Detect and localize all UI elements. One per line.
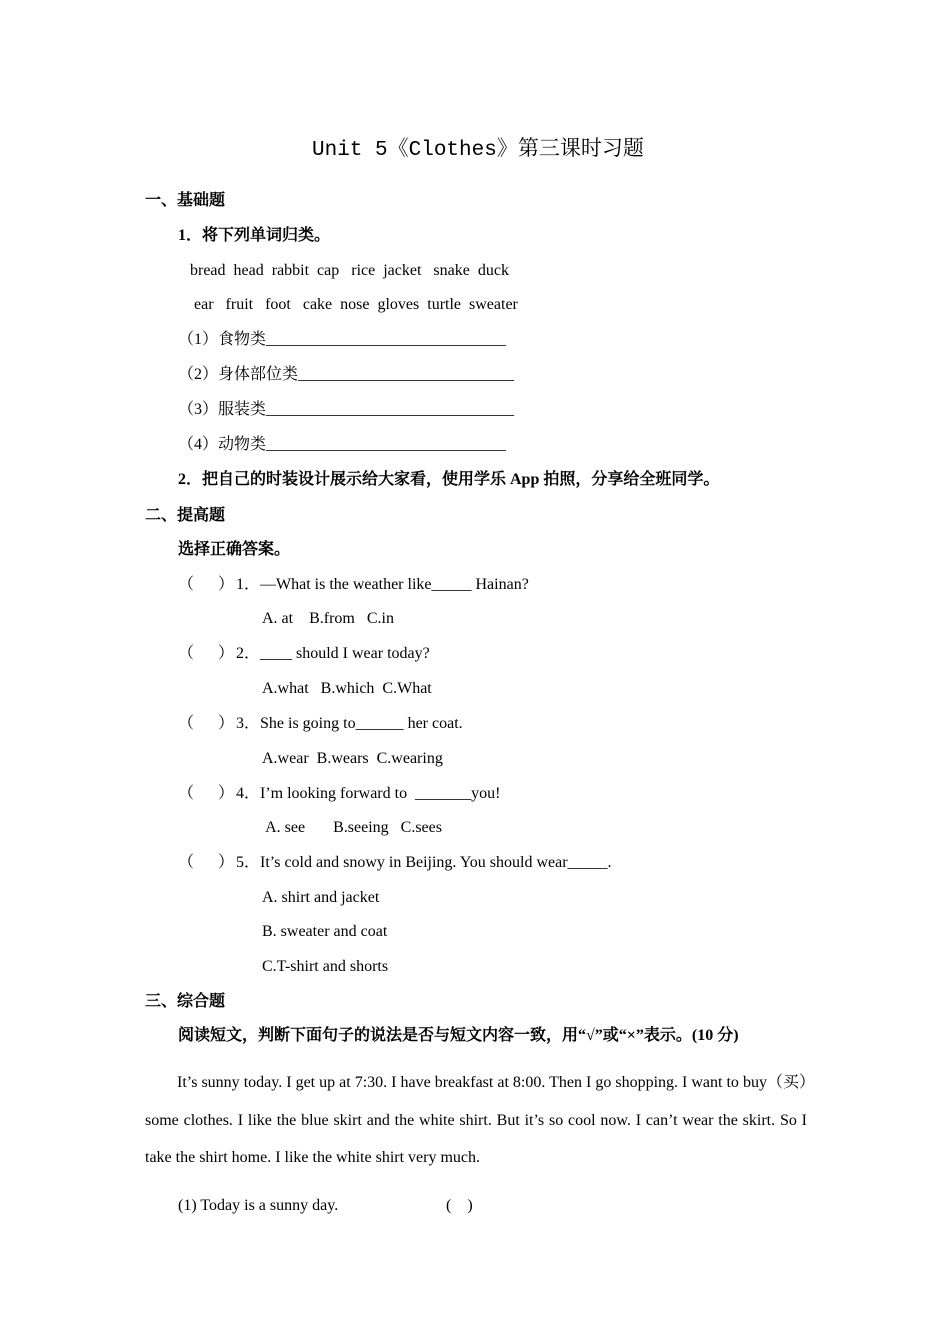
section1-heading: 一、基础题	[145, 192, 226, 209]
statement-1: (1) Today is a sunny day.	[178, 1197, 339, 1214]
q2-text: 2．把自己的时装设计展示给大家看，使用学乐 App 拍照，分享给全班同学。	[178, 471, 720, 488]
section3-heading: 三、综合题	[145, 993, 226, 1010]
answer-paren: （ ）	[178, 785, 235, 802]
category-animals: （4）动物类______________________________	[178, 436, 507, 453]
question-2: 2．____ should I wear today?	[236, 645, 430, 662]
question-5: 5．It’s cold and snowy in Beijing. You should wear_____.	[236, 854, 612, 871]
answer-paren: （ ）	[178, 715, 235, 732]
answer-paren: （ ）	[178, 854, 235, 871]
answer-paren: （ ）	[178, 645, 235, 662]
category-food: （1）食物类______________________________	[178, 331, 507, 348]
reading-passage: It’s sunny today. I get up at 7:30. I have breakfast at 8:00. Then I go shopping. I want to buy（买）some clothes. I like the blue skirt and the white shirt. But it’s so cool now. I can’t wear the skirt. So I take the shirt home. I like the white shirt very much.	[145, 1074, 807, 1166]
category-clothes: （3）服装类_______________________________	[178, 401, 515, 418]
question-1: 1．—What is the weather like_____ Hainan?	[236, 576, 529, 593]
question-3: 3．She is going to______ her coat.	[236, 715, 463, 732]
question-4: 4．I’m looking forward to _______you!	[236, 785, 501, 802]
options-3: A.wear B.wears C.wearing	[262, 750, 443, 767]
answer-paren: （ ）	[178, 576, 235, 593]
category-body: （2）身体部位类___________________________	[178, 366, 515, 383]
word-list-line-1: bread head rabbit cap rice jacket snake duck	[190, 262, 509, 279]
option-5a: A. shirt and jacket	[262, 889, 380, 906]
section2-instruction: 选择正确答案。	[178, 541, 291, 558]
statement-1-paren: ( )	[446, 1197, 473, 1214]
option-5c: C.T-shirt and shorts	[262, 958, 389, 975]
section3-instruction: 阅读短文，判断下面句子的说法是否与短文内容一致，用“√”或“×”表示。(10 分)	[178, 1027, 739, 1044]
option-5b: B. sweater and coat	[262, 923, 388, 940]
word-list-line-2: ear fruit foot cake nose gloves turtle sweater	[194, 296, 518, 313]
page-title: Unit 5《Clothes》第三课时习题	[312, 139, 644, 162]
section2-heading: 二、提高题	[145, 507, 226, 524]
options-2: A.what B.which C.What	[262, 680, 432, 697]
q1-title: 1．将下列单词归类。	[178, 227, 331, 244]
options-4: A. see B.seeing C.sees	[262, 819, 442, 836]
options-1: A. at B.from C.in	[262, 610, 394, 627]
